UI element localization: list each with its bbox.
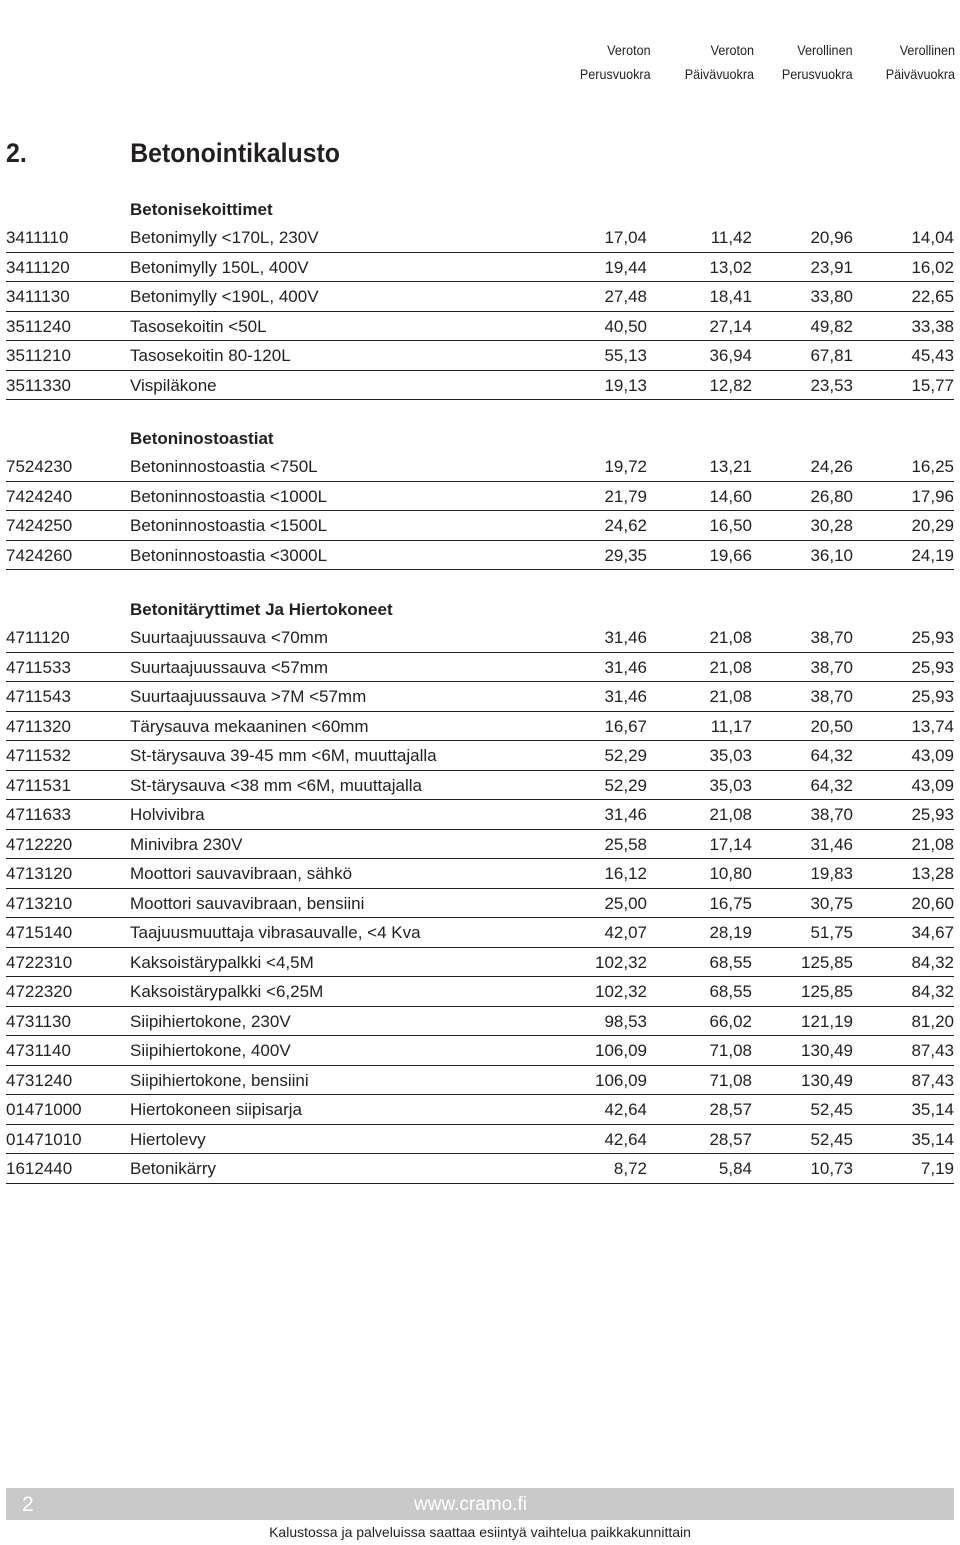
product-code: 4712220 [6,834,73,854]
product-code: 4713210 [6,893,73,913]
price-verollinen-perusvuokra: 20,96 [810,228,853,247]
product-name: Hiertolevy [130,1129,206,1149]
product-code: 3411120 [6,257,70,277]
price-verollinen-paivavuokra: 16,02 [911,257,954,277]
price-veroton-paivavuokra: 12,82 [709,375,752,395]
table-row [6,1007,954,1037]
table-row [6,830,954,860]
price-veroton-perusvuokra: 17,04 [604,228,647,247]
table-row [6,918,954,948]
price-verollinen-paivavuokra: 43,09 [911,746,954,765]
product-code: 4722310 [6,952,73,972]
price-verollinen-perusvuokra: 26,80 [810,486,853,506]
product-name: Tasosekoitin <50L [130,316,267,336]
price-veroton-paivavuokra: 27,14 [709,316,752,336]
price-verollinen-paivavuokra: 13,74 [911,716,954,736]
table-row [6,452,954,482]
column-header-veroton-paivavuokra [685,38,754,86]
product-code: 4711533 [6,657,71,677]
price-veroton-paivavuokra: 28,57 [709,1129,752,1149]
price-verollinen-perusvuokra: 125,85 [801,982,853,1001]
price-verollinen-perusvuokra: 38,70 [810,687,853,706]
product-name: St-tärysauva 39-45 mm <6M, muuttajalla [130,746,437,765]
column-header-line1: Veroton [710,42,754,58]
section-heading: Betonointikalusto [130,138,340,168]
product-code: 01471000 [6,1100,82,1119]
price-veroton-perusvuokra: 29,35 [604,545,647,565]
price-veroton-perusvuokra: 16,67 [604,716,647,736]
column-header-line1: Verollinen [797,42,853,58]
product-code: 3511330 [6,375,71,395]
product-code: 7424260 [6,545,73,565]
page-number: 2 [22,1493,34,1516]
product-name: Moottori sauvavibraan, bensiini [130,893,365,913]
price-veroton-perusvuokra: 8,72 [613,1159,647,1178]
price-verollinen-perusvuokra: 51,75 [810,923,853,942]
price-verollinen-perusvuokra: 64,32 [810,746,853,765]
price-veroton-paivavuokra: 21,08 [709,628,752,647]
column-header-line2: Päivävuokra [885,66,955,82]
column-header-line2: Päivävuokra [684,66,754,82]
product-name: Suurtaajuussauva >7M <57mm [130,687,367,706]
price-table-betoninostoastiat [6,426,954,570]
price-veroton-paivavuokra: 18,41 [709,287,752,306]
product-name: Betoninnostoastia <1500L [130,516,328,535]
price-veroton-perusvuokra: 27,48 [604,287,647,306]
price-verollinen-perusvuokra: 125,85 [801,952,853,972]
price-veroton-paivavuokra: 14,60 [709,486,752,506]
price-veroton-paivavuokra: 10,80 [709,864,752,883]
column-header-line1: Verollinen [899,42,955,58]
price-veroton-perusvuokra: 25,58 [604,834,647,854]
price-verollinen-perusvuokra: 52,45 [810,1129,853,1149]
product-code: 4711320 [6,716,71,736]
product-name: Minivibra 230V [130,834,243,854]
product-code: 4711120 [6,628,70,647]
price-veroton-perusvuokra: 55,13 [604,346,647,365]
column-header-verollinen-paivavuokra [886,38,955,86]
price-verollinen-perusvuokra: 52,45 [810,1100,853,1119]
product-code: 4711532 [6,746,71,765]
price-veroton-paivavuokra: 35,03 [709,746,752,765]
product-name: Suurtaajuussauva <57mm [130,657,328,677]
product-name: Moottori sauvavibraan, sähkö [130,864,353,883]
price-veroton-paivavuokra: 19,66 [709,545,752,565]
price-veroton-paivavuokra: 68,55 [709,952,752,972]
price-verollinen-paivavuokra: 87,43 [911,1041,954,1060]
table-row [6,948,954,978]
table-row [6,282,954,312]
price-verollinen-perusvuokra: 24,26 [810,457,853,476]
price-veroton-paivavuokra: 17,14 [709,834,752,854]
product-code: 4731130 [6,1011,71,1031]
price-veroton-paivavuokra: 11,17 [710,716,752,736]
product-code: 3411110 [6,228,69,247]
price-veroton-perusvuokra: 102,32 [595,982,647,1001]
table-row [6,712,954,742]
section-title [6,133,834,173]
price-veroton-paivavuokra: 36,94 [709,346,752,365]
table-row [6,1066,954,1096]
table-row [6,859,954,889]
product-code: 01471010 [6,1129,82,1149]
price-veroton-perusvuokra: 31,46 [604,687,647,706]
price-verollinen-paivavuokra: 25,93 [911,657,954,677]
price-verollinen-paivavuokra: 33,38 [911,316,954,336]
price-verollinen-perusvuokra: 121,19 [801,1011,853,1031]
price-veroton-perusvuokra: 42,64 [604,1100,647,1119]
price-verollinen-paivavuokra: 20,60 [911,893,954,913]
column-header-verollinen-perusvuokra [782,38,853,86]
price-verollinen-perusvuokra: 36,10 [810,545,853,565]
price-veroton-paivavuokra: 16,50 [709,516,752,535]
price-veroton-perusvuokra: 42,07 [604,923,647,942]
group-title: Betoninostoastiat [130,429,274,448]
product-code: 3511240 [6,316,71,336]
price-veroton-perusvuokra: 98,53 [604,1011,647,1031]
product-name: Kaksoistärypalkki <6,25M [130,982,324,1001]
price-veroton-perusvuokra: 16,12 [604,864,647,883]
table-row [6,541,954,571]
price-verollinen-perusvuokra: 10,73 [810,1159,853,1178]
product-name: Hiertokoneen siipisarja [130,1100,302,1119]
product-name: Taajuusmuuttaja vibrasauvalle, <4 Kva [130,923,421,942]
price-verollinen-perusvuokra: 23,91 [810,257,853,277]
price-verollinen-perusvuokra: 38,70 [810,805,853,824]
product-code: 3511210 [6,346,71,365]
price-veroton-paivavuokra: 68,55 [709,982,752,1001]
product-name: Vispiläkone [130,375,217,395]
price-veroton-paivavuokra: 21,08 [709,805,752,824]
product-name: Betoninnostoastia <1000L [130,486,328,506]
product-name: Betonimylly 150L, 400V [130,257,309,277]
price-veroton-perusvuokra: 42,64 [604,1129,647,1149]
price-veroton-perusvuokra: 106,09 [595,1041,647,1060]
price-verollinen-paivavuokra: 14,04 [911,228,954,247]
group-title: Betonitäryttimet Ja Hiertokoneet [130,600,393,619]
price-verollinen-paivavuokra: 84,32 [911,952,954,972]
price-verollinen-paivavuokra: 15,77 [911,375,954,395]
column-header-line1: Veroton [607,42,651,58]
price-verollinen-perusvuokra: 30,75 [810,893,853,913]
price-verollinen-paivavuokra: 34,67 [911,923,954,942]
price-verollinen-perusvuokra: 31,46 [810,834,853,854]
price-veroton-paivavuokra: 21,08 [709,687,752,706]
product-name: Tärysauva mekaaninen <60mm [130,716,369,736]
product-name: Siipihiertokone, 230V [130,1011,291,1031]
table-row [6,800,954,830]
table-row [6,977,954,1007]
footer-url-link[interactable]: www.cramo.fi [414,1494,527,1515]
column-header-line2: Perusvuokra [782,66,853,82]
price-veroton-paivavuokra: 71,08 [709,1070,752,1090]
price-veroton-perusvuokra: 52,29 [604,775,647,795]
price-veroton-paivavuokra: 5,84 [718,1159,752,1178]
product-code: 4731240 [6,1070,73,1090]
table-row [6,653,954,683]
product-name: Holvivibra [130,805,205,824]
price-verollinen-paivavuokra: 43,09 [911,775,954,795]
price-verollinen-perusvuokra: 30,28 [810,516,853,535]
price-verollinen-perusvuokra: 38,70 [810,628,853,647]
price-verollinen-paivavuokra: 21,08 [911,834,954,854]
product-code: 7524230 [6,457,73,476]
price-verollinen-paivavuokra: 24,19 [911,545,954,565]
product-name: Kaksoistärypalkki <4,5M [130,952,314,972]
table-row [6,511,954,541]
price-veroton-paivavuokra: 28,57 [709,1100,752,1119]
product-code: 7424240 [6,486,73,506]
price-verollinen-paivavuokra: 13,28 [911,864,954,883]
price-veroton-paivavuokra: 13,02 [709,257,752,277]
product-code: 4715140 [6,923,73,942]
price-veroton-perusvuokra: 52,29 [604,746,647,765]
price-veroton-paivavuokra: 16,75 [709,893,752,913]
price-veroton-paivavuokra: 71,08 [709,1041,752,1060]
product-code: 3411130 [6,287,70,306]
section-number: 2. [6,138,27,168]
price-veroton-paivavuokra: 21,08 [709,657,752,677]
price-verollinen-perusvuokra: 33,80 [810,287,853,306]
table-row [6,253,954,283]
price-verollinen-paivavuokra: 16,25 [911,457,954,476]
price-verollinen-paivavuokra: 81,20 [911,1011,954,1031]
product-code: 4711633 [6,805,71,824]
product-name: Betoninnostoastia <3000L [130,545,328,565]
table-row [6,623,954,653]
price-table-betonisekoittimet [6,197,954,400]
table-row [6,1036,954,1066]
table-row [6,1095,954,1125]
price-veroton-perusvuokra: 40,50 [604,316,647,336]
table-row [6,371,954,401]
price-veroton-perusvuokra: 25,00 [604,893,647,913]
product-code: 4722320 [6,982,73,1001]
price-verollinen-perusvuokra: 23,53 [810,375,853,395]
price-veroton-paivavuokra: 28,19 [709,923,752,942]
table-row [6,1154,954,1184]
price-verollinen-paivavuokra: 7,19 [920,1159,954,1178]
product-code: 4711543 [6,687,71,706]
price-verollinen-perusvuokra: 67,81 [810,346,853,365]
price-veroton-perusvuokra: 31,46 [604,657,647,677]
table-row [6,889,954,919]
price-verollinen-paivavuokra: 22,65 [911,287,954,306]
price-veroton-perusvuokra: 106,09 [595,1070,647,1090]
table-row [6,682,954,712]
price-veroton-perusvuokra: 19,13 [604,375,647,395]
price-veroton-paivavuokra: 11,42 [710,228,752,247]
price-verollinen-paivavuokra: 20,29 [911,516,954,535]
product-code: 1612440 [6,1159,73,1178]
product-name: Siipihiertokone, bensiini [130,1070,309,1090]
price-veroton-perusvuokra: 31,46 [604,628,647,647]
price-verollinen-perusvuokra: 20,50 [810,716,853,736]
table-row [6,771,954,801]
price-veroton-paivavuokra: 35,03 [709,775,752,795]
price-veroton-perusvuokra: 24,62 [604,516,647,535]
price-verollinen-paivavuokra: 17,96 [911,486,954,506]
price-verollinen-paivavuokra: 45,43 [911,346,954,365]
price-veroton-perusvuokra: 19,44 [604,257,647,277]
product-code: 4713120 [6,864,73,883]
price-verollinen-perusvuokra: 130,49 [801,1070,853,1090]
price-table-betonitaryttimet [6,597,954,1184]
table-row [6,741,954,771]
price-verollinen-perusvuokra: 49,82 [810,316,853,336]
price-verollinen-perusvuokra: 130,49 [801,1041,853,1060]
column-header-line2: Perusvuokra [580,66,651,82]
price-veroton-perusvuokra: 21,79 [604,486,647,506]
price-veroton-perusvuokra: 31,46 [604,805,647,824]
price-verollinen-paivavuokra: 87,43 [911,1070,954,1090]
table-row [6,482,954,512]
product-name: Betonikärry [130,1159,216,1178]
product-name: Betonimylly <170L, 230V [130,228,319,247]
price-verollinen-perusvuokra: 19,83 [810,864,853,883]
footer-note: Kalustossa ja palveluissa saattaa esiintyä vaihtelua paikkakunnittain [269,1524,691,1540]
product-name: Betoninnostoastia <750L [130,457,318,476]
price-verollinen-perusvuokra: 64,32 [810,775,853,795]
product-code: 7424250 [6,516,73,535]
group-title: Betonisekoittimet [130,200,273,219]
price-verollinen-paivavuokra: 84,32 [911,982,954,1001]
price-verollinen-paivavuokra: 25,93 [911,628,954,647]
column-header-veroton-perusvuokra [580,38,651,86]
price-verollinen-perusvuokra: 38,70 [810,657,853,677]
product-name: St-tärysauva <38 mm <6M, muuttajalla [130,775,422,795]
product-name: Suurtaajuussauva <70mm [130,628,328,647]
price-verollinen-paivavuokra: 25,93 [911,805,954,824]
table-row [6,1125,954,1155]
price-verollinen-paivavuokra: 25,93 [911,687,954,706]
product-name: Betonimylly <190L, 400V [130,287,319,306]
table-row [6,312,954,342]
price-verollinen-paivavuokra: 35,14 [911,1129,954,1149]
product-name: Siipihiertokone, 400V [130,1041,291,1060]
table-row [6,223,954,253]
product-code: 4711531 [6,775,71,795]
price-veroton-paivavuokra: 66,02 [709,1011,752,1031]
column-headers [0,38,960,86]
price-verollinen-paivavuokra: 35,14 [911,1100,954,1119]
table-row [6,341,954,371]
product-code: 4731140 [6,1041,71,1060]
price-veroton-perusvuokra: 19,72 [604,457,647,476]
price-veroton-paivavuokra: 13,21 [709,457,752,476]
product-name: Tasosekoitin 80-120L [130,346,291,365]
price-veroton-perusvuokra: 102,32 [595,952,647,972]
